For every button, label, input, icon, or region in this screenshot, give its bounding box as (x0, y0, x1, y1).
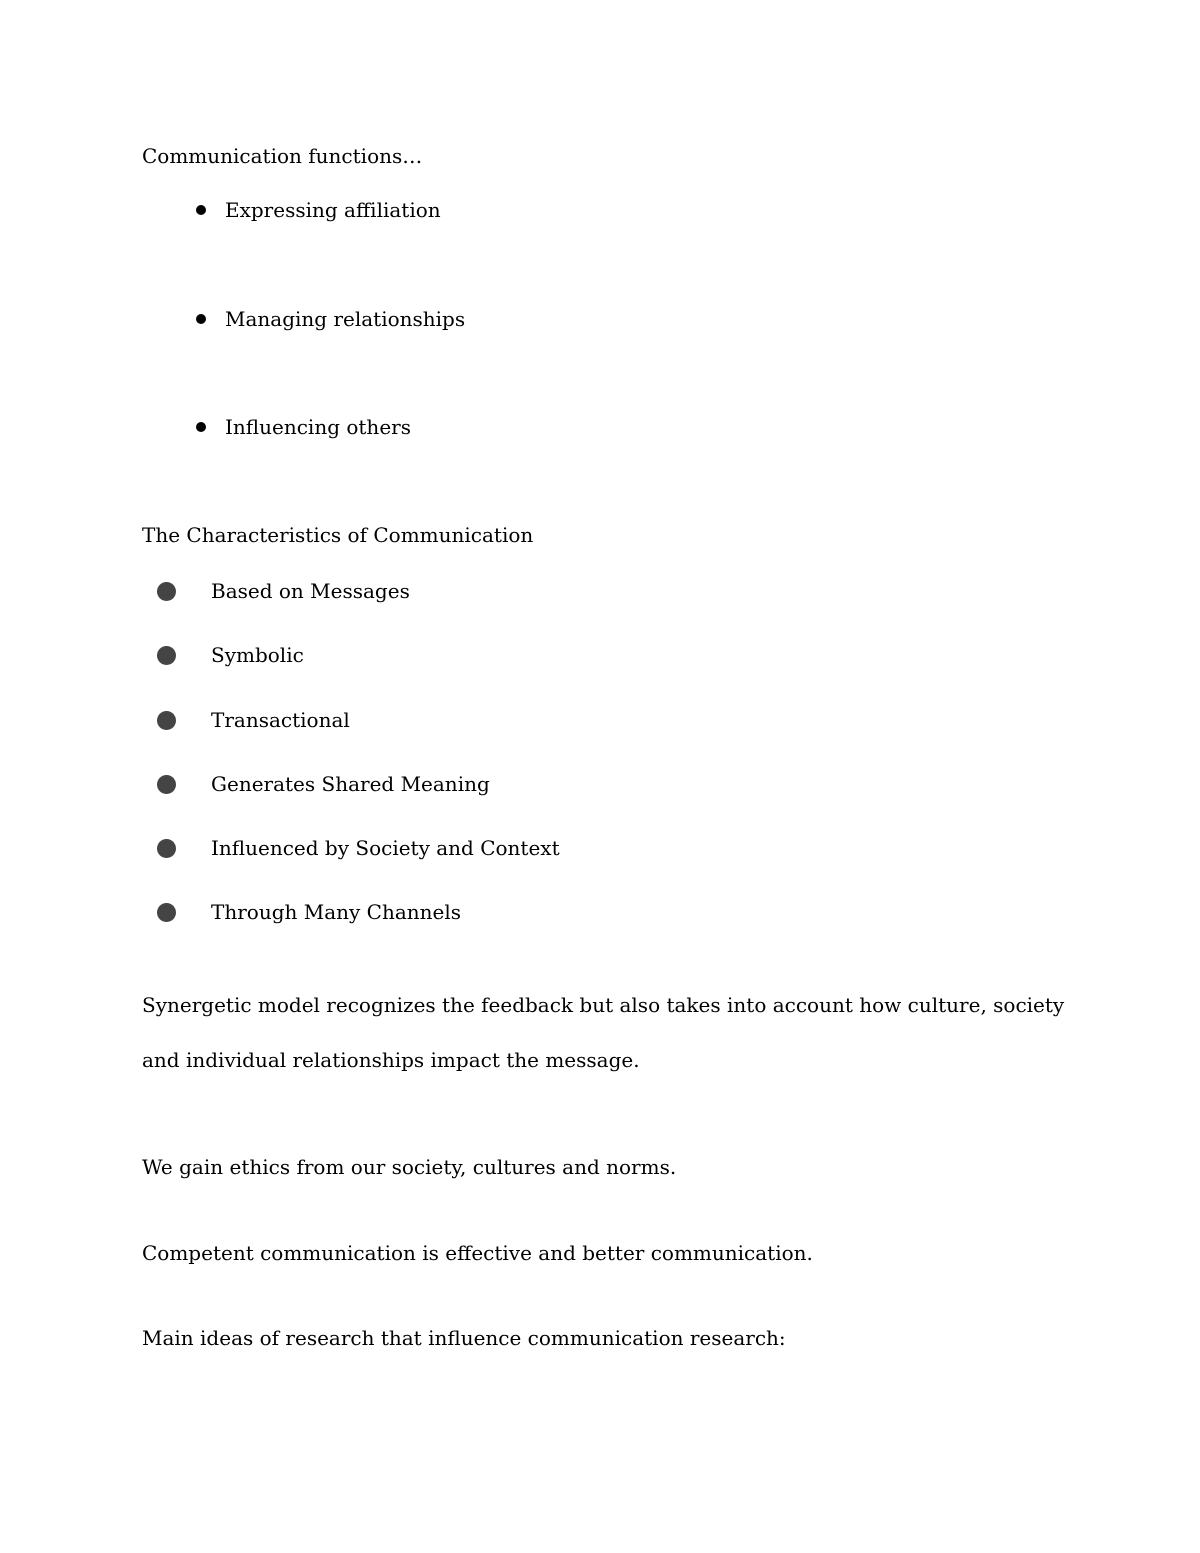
bullet-icon (157, 711, 176, 730)
synergetic-paragraph-line-2: and individual relationships impact the message. (142, 1048, 640, 1072)
functions-heading: Communication functions… (142, 144, 423, 168)
ethics-paragraph: We gain ethics from our society, cultures and norms. (142, 1155, 677, 1179)
list-item-text: Generates Shared Meaning (211, 772, 490, 796)
list-item-text: Transactional (211, 708, 350, 732)
list-item (196, 198, 441, 222)
list-item (157, 643, 304, 667)
list-item (157, 900, 461, 924)
competent-paragraph: Competent communication is effective and better communication. (142, 1241, 813, 1265)
list-item (157, 579, 410, 603)
bullet-icon (157, 839, 176, 858)
list-item (157, 772, 490, 796)
list-item-text: Influencing others (225, 415, 411, 439)
list-item (157, 836, 560, 860)
bullet-icon (196, 314, 206, 324)
main-ideas-paragraph: Main ideas of research that influence communication research: (142, 1326, 786, 1350)
characteristics-heading: The Characteristics of Communication (142, 523, 534, 547)
bullet-icon (157, 646, 176, 665)
bullet-icon (157, 582, 176, 601)
list-item (196, 307, 465, 331)
list-item-text: Based on Messages (211, 579, 410, 603)
bullet-icon (157, 903, 176, 922)
list-item-text: Through Many Channels (211, 900, 462, 924)
list-item-text: Expressing affiliation (225, 198, 441, 222)
bullet-icon (196, 422, 206, 432)
bullet-icon (157, 775, 176, 794)
list-item (196, 415, 411, 439)
list-item (157, 708, 350, 732)
list-item-text: Symbolic (211, 643, 304, 667)
synergetic-paragraph-line-1: Synergetic model recognizes the feedback but also takes into account how culture, society (142, 993, 1065, 1017)
list-item-text: Managing relationships (225, 307, 466, 331)
list-item-text: Influenced by Society and Context (211, 836, 560, 860)
bullet-icon (196, 205, 206, 215)
